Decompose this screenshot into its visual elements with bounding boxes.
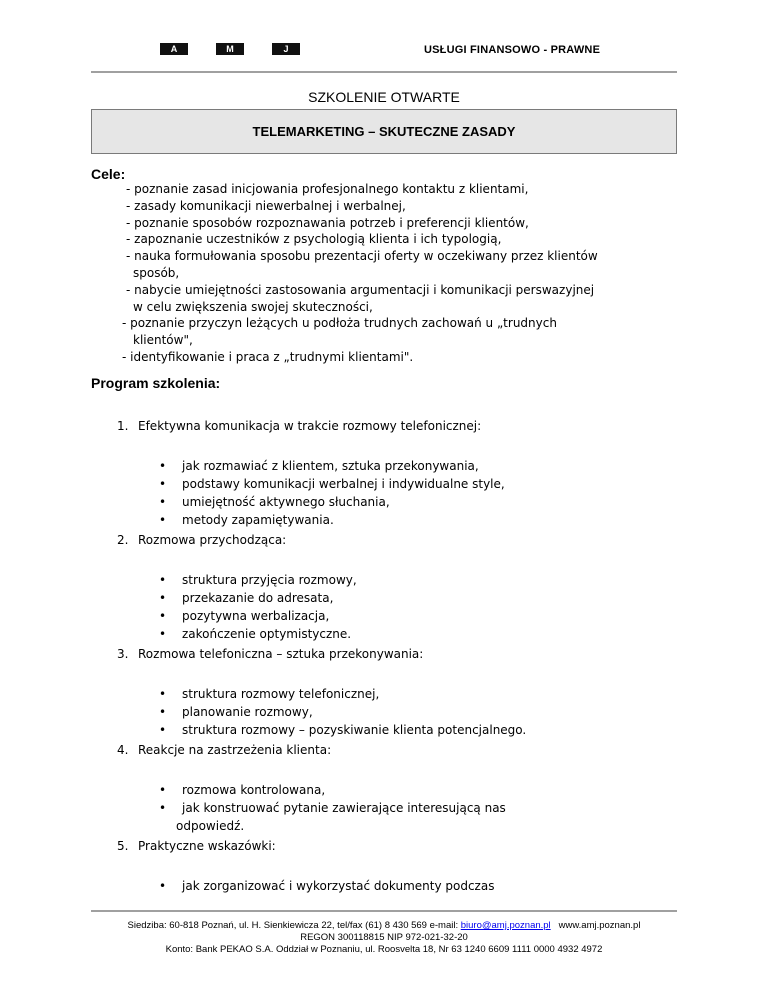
program-section-5	[91, 839, 691, 895]
list-item: • zakończenie optymistyczne.	[159, 627, 352, 641]
logo-letter-j: J	[272, 43, 300, 55]
footer-regon-line: REGON 300118815 NIP 972-021-32-20	[300, 932, 468, 943]
goals-heading: Cele:	[91, 166, 126, 182]
company-logo	[160, 43, 300, 55]
goal-item: - nauka formułowania sposobu prezentacji oferty w oczekiwany przez klientów	[126, 249, 598, 264]
goal-item: - identyfikowanie i praca z „trudnymi klientami".	[122, 349, 414, 364]
bullet-icon: •	[159, 495, 167, 509]
list-item: • jak rozmawiać z klientem, sztuka przekonywania,	[159, 459, 479, 473]
bullet-icon: •	[159, 591, 167, 605]
brand-tagline: USŁUGI FINANSOWO - PRAWNE	[424, 44, 601, 56]
section-title: 3. Rozmowa telefoniczna – sztuka przekonywania:	[117, 647, 424, 661]
list-item: • jak konstruować pytanie zawierające interesującą nas	[159, 801, 506, 815]
goal-item: w celu zwiększenia swojej skuteczności,	[133, 299, 373, 314]
list-item: • umiejętność aktywnego słuchania,	[159, 495, 390, 509]
list-item: • metody zapamiętywania.	[159, 513, 334, 527]
goal-item: klientów",	[133, 333, 193, 348]
bullet-icon: •	[159, 687, 167, 701]
goals-list	[122, 181, 598, 366]
footer	[0, 920, 768, 956]
list-item: odpowiedź.	[176, 819, 245, 833]
goal-item: - poznanie przyczyn leżących u podłoża trudnych zachowań u „trudnych	[122, 316, 557, 331]
list-item: • struktura rozmowy telefonicznej,	[159, 687, 380, 701]
list-item: • planowanie rozmowy,	[159, 705, 313, 719]
goal-item: - zapoznanie uczestników z psychologią klienta i ich typologią,	[126, 232, 502, 247]
bullet-icon: •	[159, 801, 167, 815]
goal-item: - poznanie zasad inicjowania profesjonalnego kontaktu z klientami,	[126, 182, 529, 196]
bullet-icon: •	[159, 459, 167, 473]
logo-letter-a: A	[160, 43, 188, 55]
list-item: • struktura przyjęcia rozmowy,	[159, 573, 357, 587]
logo-letter-m: M	[216, 43, 244, 55]
footer-bank-line: Konto: Bank PEKAO S.A. Oddział w Poznaniu, ul. Roosvelta 18, Nr 63 1240 6609 1111 0000 4932 4972	[165, 944, 603, 955]
list-item: • jak zorganizować i wykorzystać dokumenty podczas	[159, 879, 495, 893]
program-heading: Program szkolenia:	[91, 375, 221, 391]
list-item: • przekazanie do adresata,	[159, 591, 334, 605]
program-section-3	[91, 647, 691, 739]
program-section-2	[91, 533, 691, 643]
bullet-icon: •	[159, 783, 167, 797]
goal-item: - poznanie sposobów rozpoznawania potrzeb i preferencji klientów,	[126, 215, 529, 230]
program-section-1	[91, 419, 691, 529]
course-title: TELEMARKETING – SKUTECZNE ZASADY	[252, 124, 516, 139]
bullet-icon: •	[159, 627, 167, 641]
list-item: • struktura rozmowy – pozyskiwanie klienta potencjalnego.	[159, 723, 527, 737]
footer-address-line: Siedziba: 60-818 Poznań, ul. H. Sienkiewicza 22, tel/fax (61) 8 430 569 e-mail: biuro@amj.poznan.pl www.amj.poznan.pl	[127, 920, 641, 931]
bullet-icon: •	[159, 477, 167, 491]
bullet-icon: •	[159, 723, 167, 737]
list-item: • podstawy komunikacji werbalnej i indywidualne style,	[159, 477, 505, 491]
email-link[interactable]: biuro@amj.poznan.pl	[460, 920, 551, 931]
bullet-icon: •	[159, 573, 167, 587]
section-title: 5. Praktyczne wskazówki:	[117, 839, 276, 853]
website-link[interactable]: www.amj.poznan.pl	[558, 920, 641, 931]
section-title: 4. Reakcje na zastrzeżenia klienta:	[117, 743, 332, 757]
section-title: 1. Efektywna komunikacja w trakcie rozmowy telefonicznej:	[117, 419, 482, 433]
list-item: • rozmowa kontrolowana,	[159, 783, 326, 797]
bullet-icon: •	[159, 513, 167, 527]
list-item: • pozytywna werbalizacja,	[159, 609, 330, 623]
header-divider	[91, 71, 677, 73]
goal-item: - zasady komunikacji niewerbalnej i werbalnej,	[126, 198, 406, 213]
bullet-icon: •	[159, 705, 167, 719]
footer-divider	[91, 910, 677, 912]
event-type: SZKOLENIE OTWARTE	[308, 89, 460, 105]
goal-item: - nabycie umiejętności zastosowania argumentacji i komunikacji perswazyjnej	[126, 282, 595, 297]
bullet-icon: •	[159, 879, 167, 893]
section-title: 2. Rozmowa przychodząca:	[117, 533, 287, 547]
program-section-4	[91, 743, 691, 835]
goal-item: sposób,	[133, 265, 180, 280]
bullet-icon: •	[159, 609, 167, 623]
course-title-box	[91, 109, 677, 154]
